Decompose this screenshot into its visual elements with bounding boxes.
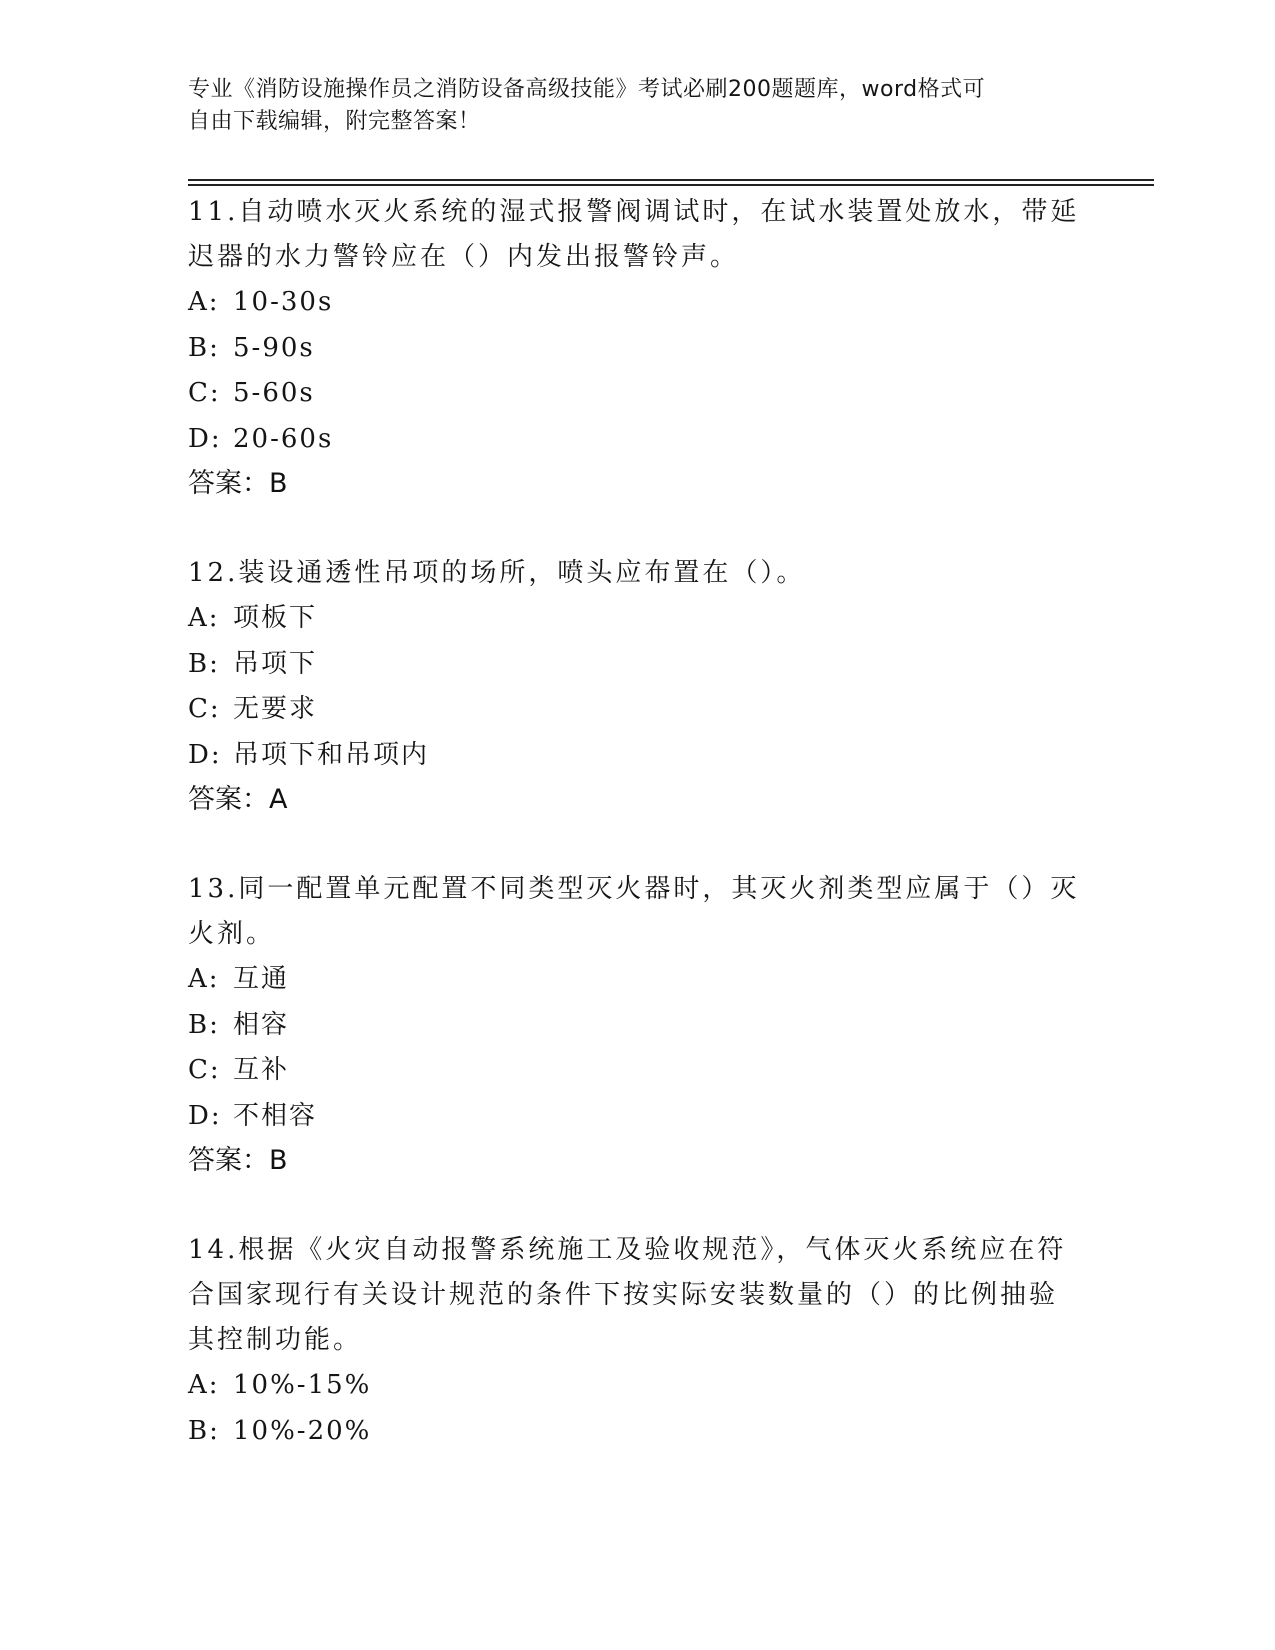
option-letter: D: bbox=[188, 423, 222, 454]
option-text: 10%-15% bbox=[233, 1370, 372, 1400]
option-letter: A: bbox=[188, 1370, 220, 1400]
question-stem bbox=[188, 867, 1088, 957]
stem-line: 11.自动喷水灭火系统的湿式报警阀调试时，在试水装置处放水，带延 bbox=[188, 197, 1080, 227]
option-a bbox=[188, 1363, 1088, 1409]
question-12 bbox=[188, 551, 1088, 822]
option-text: 5-90s bbox=[233, 332, 315, 363]
option-b bbox=[188, 326, 1088, 372]
stem-line: 12.装设通透性吊项的场所，喷头应布置在（）。 bbox=[188, 558, 806, 588]
header-line-2: 自由下载编辑，附完整答案！ bbox=[188, 109, 481, 134]
option-letter: B: bbox=[188, 332, 220, 363]
document-header bbox=[188, 74, 1068, 138]
question-11 bbox=[188, 190, 1088, 506]
option-text: 吊项下和吊项内 bbox=[233, 739, 430, 770]
option-text: 吊项下 bbox=[233, 648, 318, 679]
option-text: 10%-20% bbox=[233, 1415, 372, 1446]
question-stem bbox=[188, 1228, 1088, 1363]
option-text: 互通 bbox=[233, 964, 290, 994]
option-letter: D: bbox=[188, 739, 222, 770]
question-14 bbox=[188, 1228, 1088, 1454]
stem-line: 14.根据《火灾自动报警系统施工及验收规范》，气体灭火系统应在符 bbox=[188, 1235, 1067, 1265]
option-letter: A: bbox=[188, 964, 220, 994]
option-letter: C: bbox=[188, 694, 221, 724]
stem-line: 13.同一配置单元配置不同类型灭火器时，其灭火剂类型应属于（）灭 bbox=[188, 874, 1080, 904]
header-divider-bottom bbox=[188, 184, 1154, 186]
question-list bbox=[188, 190, 1088, 1499]
option-d bbox=[188, 1094, 1088, 1140]
question-stem bbox=[188, 190, 1088, 280]
option-text: 互补 bbox=[233, 1055, 290, 1085]
stem-line: 火剂。 bbox=[188, 919, 276, 949]
option-letter: B: bbox=[188, 1415, 220, 1446]
option-c bbox=[188, 371, 1088, 417]
stem-line: 合国家现行有关设计规范的条件下按实际安装数量的（）的比例抽验 bbox=[188, 1280, 1059, 1310]
option-letter: C: bbox=[188, 1055, 221, 1085]
header-divider-top bbox=[188, 179, 1154, 181]
option-text: 10-30s bbox=[233, 287, 334, 317]
stem-line: 迟器的水力警铃应在（）内发出报警铃声。 bbox=[188, 242, 740, 272]
option-text: 5-60s bbox=[233, 378, 315, 408]
answer-line: 答案：B bbox=[188, 468, 288, 499]
stem-line: 其控制功能。 bbox=[188, 1325, 363, 1355]
option-letter: B: bbox=[188, 1009, 220, 1040]
option-a bbox=[188, 596, 1088, 642]
answer-line: 答案：A bbox=[188, 784, 288, 815]
option-text: 项板下 bbox=[233, 603, 318, 633]
option-b bbox=[188, 1003, 1088, 1049]
option-c bbox=[188, 687, 1088, 733]
option-d bbox=[188, 733, 1088, 779]
option-letter: A: bbox=[188, 287, 220, 317]
question-13 bbox=[188, 867, 1088, 1183]
answer-line: 答案：B bbox=[188, 1145, 288, 1176]
option-letter: B: bbox=[188, 648, 220, 679]
option-b bbox=[188, 642, 1088, 688]
option-d bbox=[188, 417, 1088, 463]
option-text: 20-60s bbox=[233, 423, 334, 454]
option-a bbox=[188, 280, 1088, 326]
option-letter: D: bbox=[188, 1100, 222, 1131]
option-text: 不相容 bbox=[233, 1100, 318, 1131]
header-line-1: 专业《消防设施操作员之消防设备高级技能》考试必刷200题题库，word格式可 bbox=[188, 77, 986, 102]
option-text: 无要求 bbox=[233, 694, 318, 724]
option-a bbox=[188, 957, 1088, 1003]
option-c bbox=[188, 1048, 1088, 1094]
option-letter: A: bbox=[188, 603, 220, 633]
option-text: 相容 bbox=[233, 1009, 290, 1040]
question-stem bbox=[188, 551, 1088, 596]
option-letter: C: bbox=[188, 378, 221, 408]
option-b bbox=[188, 1409, 1088, 1455]
